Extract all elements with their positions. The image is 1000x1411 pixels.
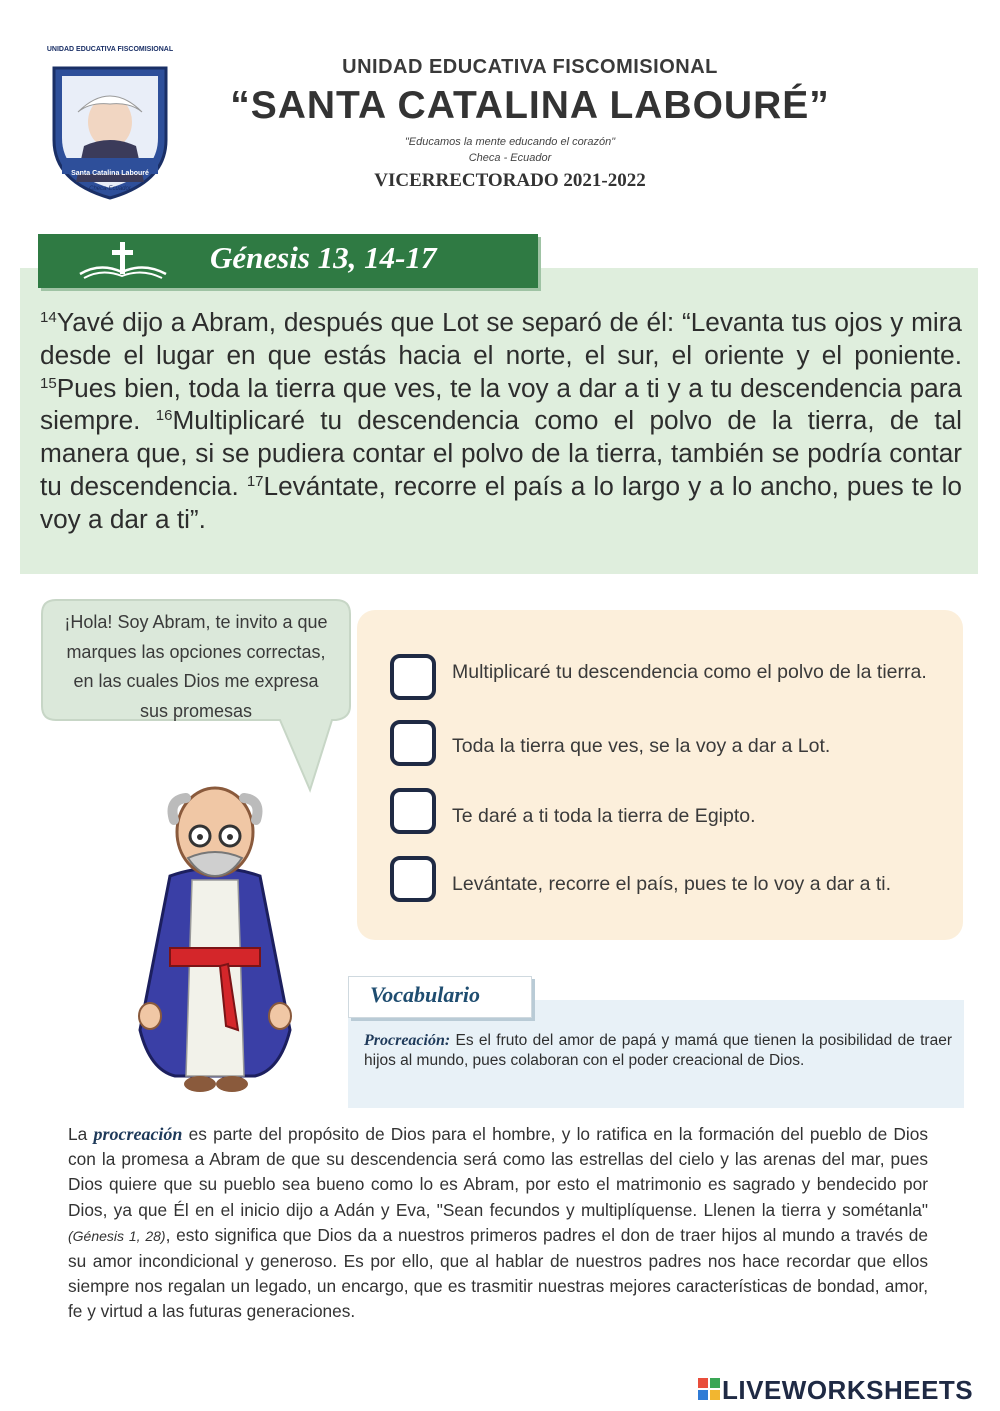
- option-label-3: Te daré a ti toda la tierra de Egipto.: [452, 805, 756, 827]
- verse-number: 14: [40, 309, 57, 326]
- option-checkbox-4[interactable]: [390, 856, 436, 902]
- verse-text: Levántate, recorre el país a lo largo y a lo ancho, pues te lo voy a dar a ti”.: [40, 470, 962, 534]
- reading-title: Génesis 13, 14-17: [210, 240, 437, 275]
- paragraph-text-2: , esto significa que Dios da a nuestros primeros padres el don de traer hijos al mundo a través de su amor incondicional y generoso. Es por ello, que al hablar de nuestros padres nos hace recordar que ellos siempre nos regalan un legado, un encargo, que es trasmitir nuestras mejores características de bondad, amor, fe y virtud a las futuras generaciones.: [68, 1224, 928, 1322]
- school-location: Checa - Ecuador: [468, 152, 552, 164]
- verse-text: Yavé dijo a Abram, después que Lot se separó de él: “Levanta tus ojos y mira desde el lugar en que estás hacia el norte, el sur, el oriente y el poniente.: [40, 307, 962, 370]
- vocabulary-definition-text: Es el fruto del amor de papá y mamá que tienen la posibilidad de traer hijos al mundo, pues colaboran con el poder creacional de Dios.: [364, 1032, 952, 1069]
- verse-text: Multiplicaré tu descendencia como el polvo de la tierra, de tal manera que, si se pudiera contar el polvo de la tierra, también se podría contar tu descendencia.: [40, 405, 962, 501]
- liveworksheets-watermark: LIVEWORKSHEETS: [722, 1375, 974, 1405]
- option-label-1: Multiplicaré tu descendencia como el polvo de la tierra.: [452, 661, 927, 683]
- verse-number: 17: [246, 472, 264, 490]
- reading-passage: [40, 306, 962, 536]
- liveworksheets-logo-icon: [698, 1378, 720, 1402]
- logo-text-place: Checa-Ecuador: [89, 186, 131, 192]
- school-name: “SANTA CATALINA LABOURÉ”: [230, 84, 830, 127]
- option-label-2: Toda la tierra que ves, se la voy a dar a Lot.: [452, 735, 831, 757]
- verse-text: Pues bien, toda la tierra que ves, te la voy a dar a ti y a tu descendencia para siempre.: [40, 372, 962, 436]
- option-checkbox-3[interactable]: [390, 788, 436, 834]
- logo-text-bottom: Santa Catalina Labouré: [71, 170, 149, 177]
- vocabulary-definition: [364, 1031, 952, 1071]
- paragraph-text-1: es parte del propósito de Dios para el hombre, y lo ratifica en la formación del pueblo de Dios con la promesa a Abram de que su descendencia será como las estrellas del cielo y las arenas del mar, pues Dios quiere que su pueblo sea bueno como lo es Abram, por esto el matrimonio es sagrado y bendecido por Dios, ya que Él en el inicio dijo a Adán y Eva, "Sean fecundos y multiplíquense. Llenen la tierra y sométanla": [68, 1124, 928, 1220]
- paragraph-term: procreación: [93, 1124, 183, 1144]
- logo-text-top: UNIDAD EDUCATIVA FISCOMISIONAL: [46, 46, 174, 53]
- speech-bubble-text: ¡Hola! Soy Abram, te invito a que marques las opciones correctas, en las cuales Dios me expresa sus promesas: [64, 612, 328, 721]
- bible-cross-icon: [70, 238, 180, 282]
- verse-number: 15: [40, 374, 57, 392]
- school-type: UNIDAD EDUCATIVA FISCOMISIONAL: [342, 56, 718, 78]
- option-checkbox-1[interactable]: [390, 654, 436, 700]
- option-label-4: Levántate, recorre el país, pues te lo voy a dar a ti.: [452, 873, 891, 895]
- vocabulary-title: Vocabulario: [370, 982, 481, 1007]
- school-motto: "Educamos la mente educando el corazón": [404, 136, 616, 148]
- vocabulary-term: Procreación:: [364, 1032, 451, 1049]
- paragraph-citation: (Génesis 1, 28): [68, 1227, 166, 1244]
- verse-number: 16: [155, 407, 173, 425]
- option-checkbox-2[interactable]: [390, 720, 436, 766]
- procreation-paragraph: [68, 1122, 928, 1325]
- school-logo-icon: [40, 42, 180, 202]
- department-title: VICERRECTORADO 2021-2022: [374, 170, 646, 191]
- abram-character-icon: [130, 780, 300, 1100]
- paragraph-intro: La: [68, 1124, 94, 1144]
